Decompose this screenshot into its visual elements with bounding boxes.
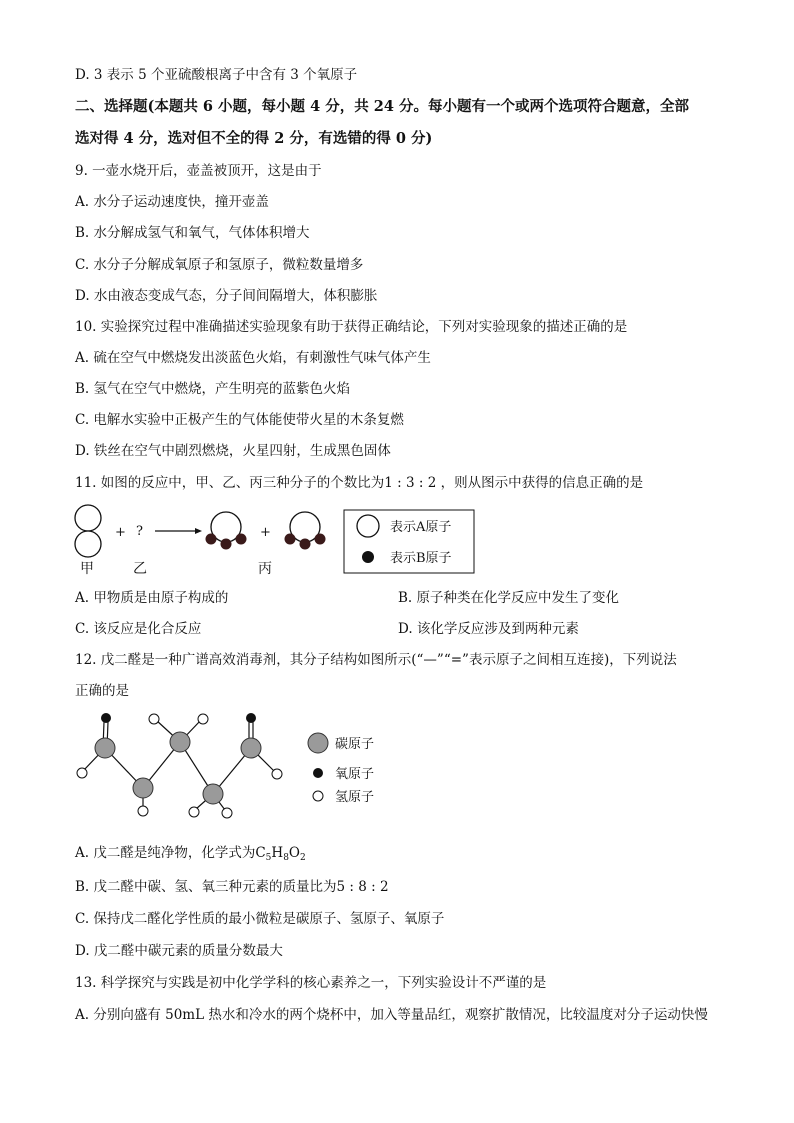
q12-option-d: D. 戊二醛中碳元素的质量分数最大	[75, 943, 283, 959]
q12-option-a	[75, 844, 306, 867]
q12-option-a-text: A. 戊二醛是纯净物，化学式为C	[75, 845, 266, 861]
q9-stem: 9. 一壶水烧开后，壶盖被顶开，这是由于	[75, 163, 322, 179]
bing1-atom-b-left	[206, 534, 217, 545]
label-jia: 甲	[80, 561, 94, 577]
oxygen-atom-1	[101, 713, 111, 723]
legend-oxygen-icon	[313, 768, 323, 778]
hydrogen-atom-1	[77, 768, 87, 778]
hydrogen-atom-6	[222, 808, 232, 818]
q8-option-d: D. 3 表示 5 个亚硫酸根离子中含有 3 个氧原子	[75, 67, 358, 83]
q13-option-a: A. 分别向盛有 50mL 热水和冷水的两个烧杯中，加入等量品红，观察扩散情况，比较温度对分子运动快慢	[75, 1007, 708, 1023]
q11-option-a: A. 甲物质是由原子构成的	[75, 590, 229, 606]
legend-carbon-text: 碳原子	[335, 737, 375, 752]
legend-carbon-icon	[308, 733, 328, 753]
legend-b-atom-icon	[362, 551, 374, 563]
q9-option-c: C. 水分子分解成氧原子和氢原子，微粒数量增多	[75, 257, 364, 273]
q10-stem: 10. 实验探究过程中准确描述实验现象有助于获得正确结论，下列对实验现象的描述正确的是	[75, 319, 628, 335]
q9-option-a: A. 水分子运动速度快，撞开壶盖	[75, 194, 269, 210]
carbon-atom-3	[170, 732, 190, 752]
carbon-atom-4	[203, 784, 223, 804]
formula-h: H	[271, 845, 284, 861]
bing2-atom-b-left	[285, 534, 296, 545]
formula-o: O	[288, 845, 300, 861]
jia-atom-a-top	[75, 505, 101, 531]
q10-option-a: A. 硫在空气中燃烧发出淡蓝色火焰，有刺激性气味气体产生	[75, 350, 431, 366]
bing2-atom-b-right	[315, 534, 326, 545]
section2-heading-line2: 选对得 4 分，选对但不全的得 2 分，有选错的得 0 分)	[75, 130, 433, 147]
jia-atom-a-bottom	[75, 531, 101, 557]
label-yi: 乙	[133, 561, 147, 577]
q11-option-c: C. 该反应是化合反应	[75, 621, 202, 637]
q10-option-d: D. 铁丝在空气中剧烈燃烧，火星四射，生成黑色固体	[75, 443, 391, 459]
q10-option-b: B. 氢气在空气中燃烧，产生明亮的蓝紫色火焰	[75, 381, 351, 397]
plus-sign-2: +	[260, 525, 271, 540]
legend-hydrogen-text: 氢原子	[335, 790, 375, 805]
yi-question-mark: ?	[136, 524, 143, 539]
q9-option-b: B. 水分解成氢气和氧气，气体体积增大	[75, 225, 310, 241]
q11-stem: 11. 如图的反应中，甲、乙、丙三种分子的个数比为1 : 3 : 2 ，则从图示中获得的信息正确的是	[75, 475, 644, 491]
bing2-atom-b-mid	[300, 539, 311, 550]
q12-stem-line2: 正确的是	[75, 683, 129, 699]
hydrogen-atom-7	[272, 769, 282, 779]
legend-b-text: 表示B原子	[390, 551, 452, 566]
q12-option-c: C. 保持戊二醛化学性质的最小微粒是碳原子、氢原子、氧原子	[75, 911, 445, 927]
carbon-atom-5	[241, 738, 261, 758]
carbon-atom-1	[95, 738, 115, 758]
hydrogen-atom-2	[138, 806, 148, 816]
hydrogen-atom-5	[189, 807, 199, 817]
hydrogen-atom-3	[149, 714, 159, 724]
q10-option-c: C. 电解水实验中正极产生的气体能使带火星的木条复燃	[75, 412, 404, 428]
q12-stem-line1: 12. 戊二醛是一种广谱高效消毒剂，其分子结构如图所示(“—”“=”表示原子之间相互连接)，下列说法	[75, 652, 677, 668]
reaction-arrow-head	[195, 528, 202, 534]
label-bing: 丙	[258, 561, 272, 577]
oxygen-atom-2	[246, 713, 256, 723]
q13-stem: 13. 科学探究与实践是初中化学学科的核心素养之一，下列实验设计不严谨的是	[75, 975, 547, 991]
carbon-atom-2	[133, 778, 153, 798]
q11-option-d: D. 该化学反应涉及到两种元素	[398, 621, 579, 637]
formula-o-subscript: 2	[300, 853, 306, 863]
bing1-atom-b-mid	[221, 539, 232, 550]
formula-h-subscript: 8	[283, 853, 289, 863]
bing1-atom-b-right	[236, 534, 247, 545]
q9-option-d: D. 水由液态变成气态，分子间间隔增大，体积膨胀	[75, 288, 378, 304]
legend-a-atom-icon	[357, 515, 379, 537]
q11-reaction-diagram	[70, 503, 480, 578]
section2-heading-line1: 二、选择题(本题共 6 小题，每小题 4 分，共 24 分。每小题有一个或两个选项符合题意，全部	[75, 98, 690, 115]
plus-sign-1: +	[115, 525, 126, 540]
q11-option-b: B. 原子种类在化学反应中发生了变化	[398, 590, 620, 606]
legend-a-text: 表示A原子	[390, 520, 452, 535]
q12-option-b: B. 戊二醛中碳、氢、氧三种元素的质量比为5 : 8 : 2	[75, 879, 389, 895]
q12-molecule-diagram	[70, 706, 400, 826]
legend-hydrogen-icon	[313, 791, 323, 801]
formula-c-subscript: 5	[265, 853, 272, 863]
legend-oxygen-text: 氧原子	[335, 767, 375, 782]
hydrogen-atom-4	[198, 714, 208, 724]
